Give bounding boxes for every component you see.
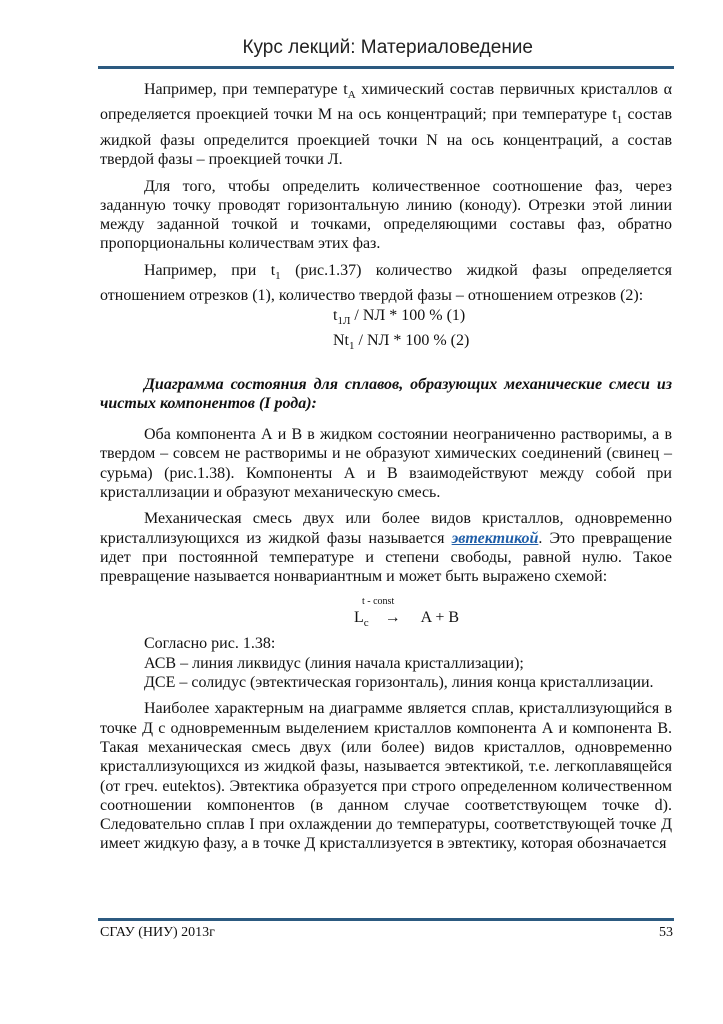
paragraph-8: ДСЕ – солидус (эвтектическая горизонталь), линия конца кристаллизации.: [144, 674, 654, 692]
paragraph-5: Механическая смесь двух или более видов кристаллов, одновременно кристаллизующихся из жидкой фазы называется эвтектикой. Это превращение идет при постоянной температуре и степени свободы, равной нулю. Такое превращение называется нонвариантным и может быть выражено схемой:: [100, 510, 673, 586]
paragraph-1: Например, при температуре $t_A$ химический состав первичных кристаллов α определяется проекцией точки М на ось концентраций; при температуре $t_1$ состав жидкой фазы определится проекцией точки N на ось концентраций, а состав твердой фазы – проекцией точки Л.: [100, 81, 672, 169]
paragraph-7: АСВ – линия ликвидус (линия начала кристаллизации);: [144, 654, 524, 672]
footer-institution: СГАУ (НИУ) 2013г: [100, 925, 215, 940]
page-body: [100, 80, 672, 854]
header-rule: [98, 66, 674, 69]
page-number: 53: [659, 925, 673, 940]
section-heading: Диаграмма состояния для сплавов, образующих механические смеси из чистых компонентов (I рода):: [100, 375, 672, 412]
formula-1: $t_{1Л}$ / NЛ * 100 % (1): [333, 306, 466, 327]
paragraph-6: Согласно рис. 1.38:: [144, 635, 276, 653]
transformation-scheme: [100, 592, 672, 634]
scheme-condition: t - const: [362, 596, 395, 608]
paragraph-2: Для того, чтобы определить количественное соотношение фаз, через заданную точку проводят горизонтальную линию (коноду). Отрезки этой линии между заданной точкой и точками, определяющими составы фаз, обратно пропорциональны количествам этих фаз.: [100, 177, 672, 253]
footer-rule: [98, 918, 674, 921]
term-eutectic-link[interactable]: эвтектикой: [451, 529, 539, 547]
page-header-title: Курс лекций: Материаловедение: [242, 37, 533, 58]
paragraph-9: Наиболее характерным на диаграмме является сплав, кристаллизующийся в точке Д с одновременным выделением кристаллов компонента А и компонента В. Такая механическая смесь двух (или более) видов кристаллов, одновременно кристаллизующихся из жидкой фазы, называется эвтектикой, т.е. легкоплавящейся (от греч. eutektos). Эвтектика образуется при строго определенном количественном соотношении компонентов (в данном случае соответствующем точке d). Следовательно сплав I при охлаждении до температуры, соответствующей точке Д имеет жидкую фазу, а в точке Д кристаллизуется в эвтектику, которая обозначается: [100, 700, 672, 853]
paragraph-3: Например, при $t_1$ (рис.1.37) количество жидкой фазы определяется отношением отрезков (1), количество твердой фазы – отношением отрезков (2):: [100, 261, 672, 305]
paragraph-4: Оба компонента А и В в жидком состоянии неограниченно растворимы, а в твердом – совсем не растворимы и не образуют химических соединений (свинец – сурьма) (рис.1.38). Компоненты А и В взаимодействуют между собой при кристаллизации и образуют механическую смесь.: [100, 426, 672, 501]
formula-2: $Nt_1$ / NЛ * 100 % (2): [333, 332, 470, 353]
scheme-equation: $L_c$ → A + B: [354, 609, 460, 630]
